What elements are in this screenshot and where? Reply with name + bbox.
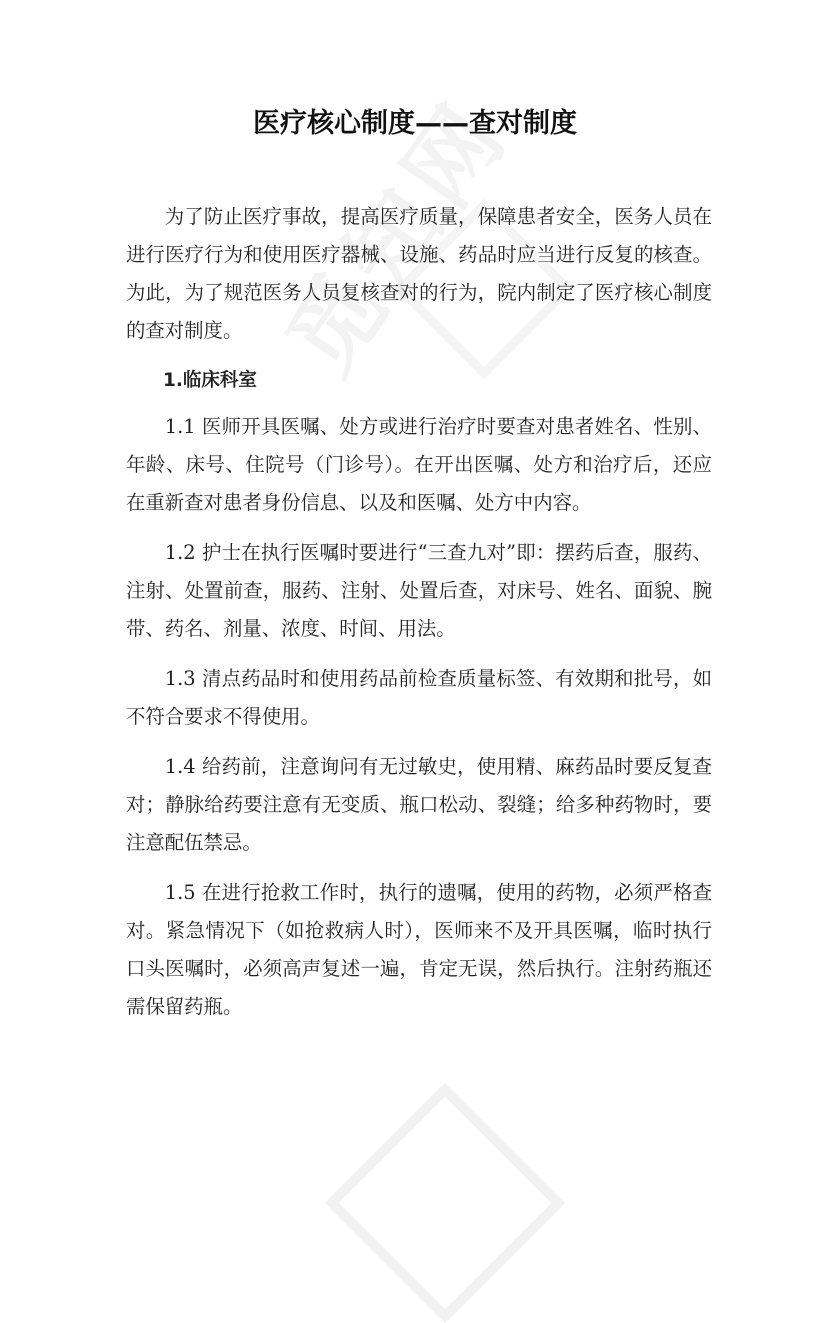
watermark-diamond-logo-icon bbox=[325, 1083, 565, 1323]
section-item-1-3: 1.3 清点药品时和使用药品前检查质量标签、有效期和批号，如不符合要求不得使用。 bbox=[126, 667, 712, 728]
section-item-1-2: 1.2 护士在执行医嘱时要进行“三查九对”即：摆药后查，服药、注射、处置前查，服药、注射、处置后查，对床号、姓名、面貌、腕带、药名、剂量、浓度、时间、用法。 bbox=[126, 541, 712, 640]
document-body bbox=[126, 198, 712, 1038]
document-title: 医疗核心制度——查对制度 bbox=[253, 108, 577, 139]
intro-paragraph: 为了防止医疗事故，提高医疗质量，保障患者安全，医务人员在进行医疗行为和使用医疗器械、设施、药品时应当进行反复的核查。为此，为了规范医务人员复核查对的行为，院内制定了医疗核心制度的查对制度。 bbox=[126, 205, 712, 342]
section-item-1-1: 1.1 医师开具医嘱、处方或进行治疗时要查对患者姓名、性别、年龄、床号、住院号（门诊号）。在开出医嘱、处方和治疗后，还应在重新查对患者身份信息、以及和医嘱、处方中内容。 bbox=[126, 415, 712, 514]
section-heading: 1.临床科室 bbox=[163, 370, 257, 391]
section-item-1-5: 1.5 在进行抢救工作时，执行的遗嘱，使用的药物，必须严格查对。紧急情况下（如抢救病人时），医师来不及开具医嘱，临时执行口头医嘱时，必须高声复述一遍，肯定无误，然后执行。注射药瓶还需保留药瓶。 bbox=[126, 881, 712, 1018]
section-item-1-4: 1.4 给药前，注意询问有无过敏史，使用精、麻药品时要反复查对；静脉给药要注意有无变质、瓶口松动、裂缝；给多种药物时，要注意配伍禁忌。 bbox=[126, 755, 712, 854]
